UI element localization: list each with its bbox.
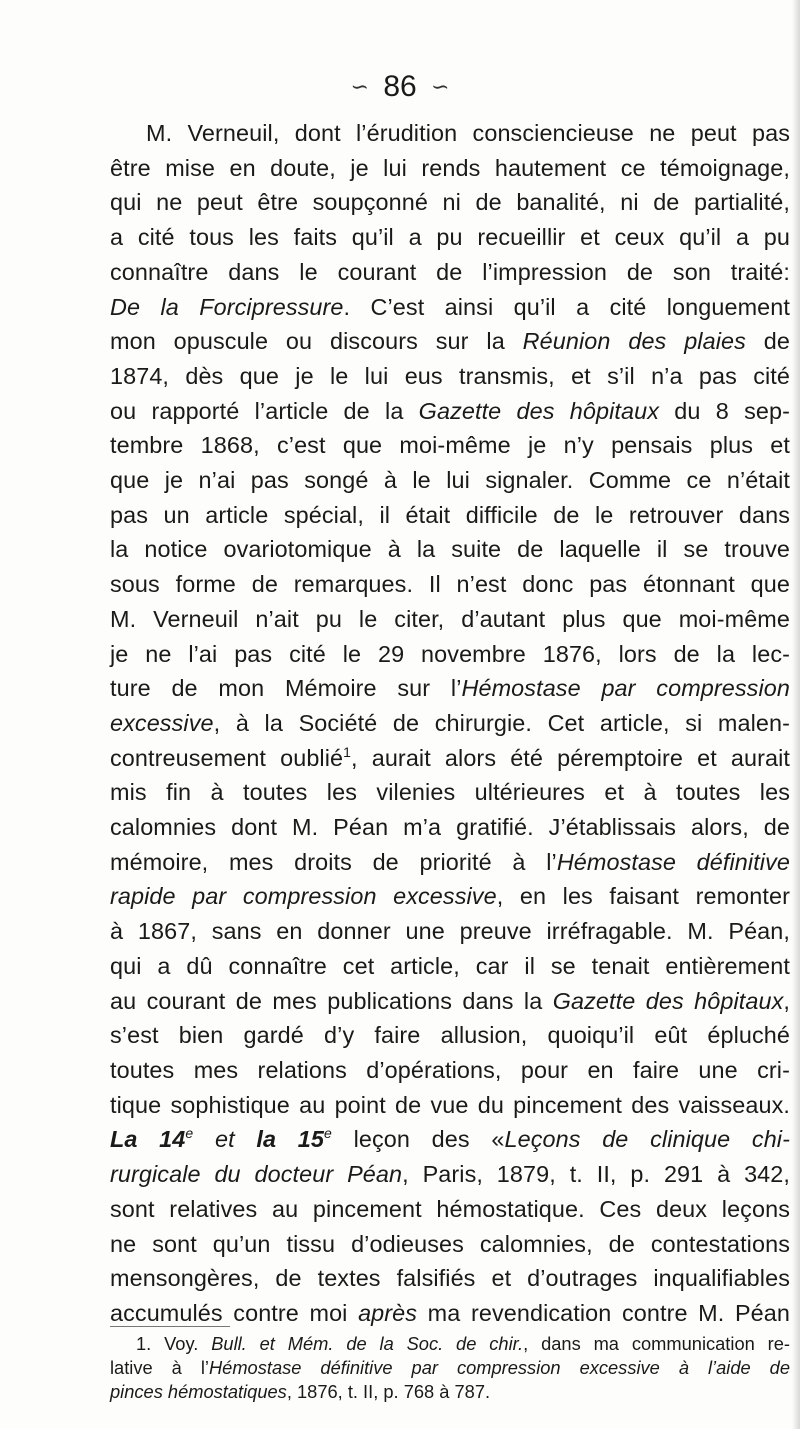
text-line: que je n’ai pas songé à le lui signaler. Comme ce n’était [110,467,790,494]
text-line: M. Verneuil, dont l’érudition consciencieuse ne peut pas [146,120,790,146]
text-line: mensongères, de textes falsifiés et d’outrages inqualifiables [110,1265,790,1292]
footnote-divider [110,1326,230,1327]
page-header [0,70,800,105]
text-line: sont relatives au pincement hémostatique. Ces deux leçons [110,1195,790,1222]
text-line: excessive, à la Société de chirurgie. Cet article, si malen- [110,709,790,736]
text-line: je ne l’ai pas cité le 29 novembre 1876, lors de la lec- [110,640,790,667]
text-line: M. Verneuil n’ait pu le citer, d’autant plus que moi-même [110,605,790,632]
text-line: De la Forcipressure. C’est ainsi qu’il a cité longuement [110,293,790,320]
text-line: rurgicale du docteur Péan, Paris, 1879, t. II, p. 291 à 342, [110,1161,790,1188]
text-line: mis fin à toutes les vilenies ultérieures et à toutes les [110,779,790,806]
footnotes [110,1332,790,1404]
text-line: contreusement oublié$^1$, aurait alors été péremptoire et aurait [110,743,790,771]
text-line: tembre 1868, c’est que moi-même je n’y pensais plus et [110,432,790,459]
text-line: qui a dû connaître cet article, car il se tenait entièrement [110,952,790,979]
text-line: sous forme de remarques. Il n’est donc pas étonnant que [110,571,790,598]
ornament-left-icon: ∽ [350,75,369,101]
text-line: être mise en doute, je lui rends hautement ce témoignage, [110,154,790,181]
text-line: accumulés contre moi après ma revendication contre M. Péan [110,1299,790,1326]
text-line: au courant de mes publications dans la Gazette des hôpitaux, [110,987,790,1014]
text-line: tique sophistique au point de vue du pincement des vaisseaux. [110,1091,790,1118]
page-number: 86 [383,70,417,103]
ornament-right-icon: ∽ [431,75,450,101]
text-line: mon opuscule ou discours sur la Réunion des plaies de [110,328,790,355]
footnote-line: 1. Voy. Bull. et Mém. de la Soc. de chir., dans ma communication re- [136,1333,790,1354]
text-line: pas un article spécial, il était difficile de le retrouver dans [110,501,790,528]
text-line: calomnies dont M. Péan m’a gratifié. J’établissais alors, de [110,814,790,841]
text-line: a cité tous les faits qu’il a pu recueillir et ceux qu’il a pu [110,224,790,251]
text-line: qui ne peut être soupçonné ni de banalité, ni de partialité, [110,189,790,216]
text-line: mémoire, mes droits de priorité à l’Hémostase définitive [110,848,791,875]
text-line: s’est bien gardé d’y faire allusion, quoiqu’il eût épluché [110,1022,790,1049]
text-line: connaître dans le courant de l’impression de son traité: [110,258,790,285]
text-line: ou rapporté l’article de la Gazette des hôpitaux du 8 sep- [110,397,790,424]
footnote-1 [110,1332,790,1404]
text-line: rapide par compression excessive, en les faisant remonter [110,883,790,910]
footnote-line: pinces hémostatiques, 1876, t. II, p. 768 à 787. [110,1381,491,1402]
text-line: ture de mon Mémoire sur l’Hémostase par compression [110,675,790,702]
text-line: la notice ovariotomique à la suite de laquelle il se trouve [110,536,790,563]
text-line: 1874, dès que je le lui eus transmis, et s’il n’a pas cité [110,362,790,389]
text-line: ne sont qu’un tissu d’odieuses calomnies, de contestations [110,1230,790,1257]
main-text [110,116,790,1331]
text-line: à 1867, sans en donner une preuve irréfragable. M. Péan, [110,918,790,945]
text-line: toutes mes relations d’opérations, pour en faire une cri- [110,1056,790,1083]
page-edge-shadow [792,0,800,1429]
footnote-line: lative à l’Hémostase définitive par compression excessive à l’aide de [110,1357,790,1378]
text-line: La 14e et la 15e leçon des «Leçons de clinique chi- [110,1125,790,1153]
paragraph [110,116,790,1331]
